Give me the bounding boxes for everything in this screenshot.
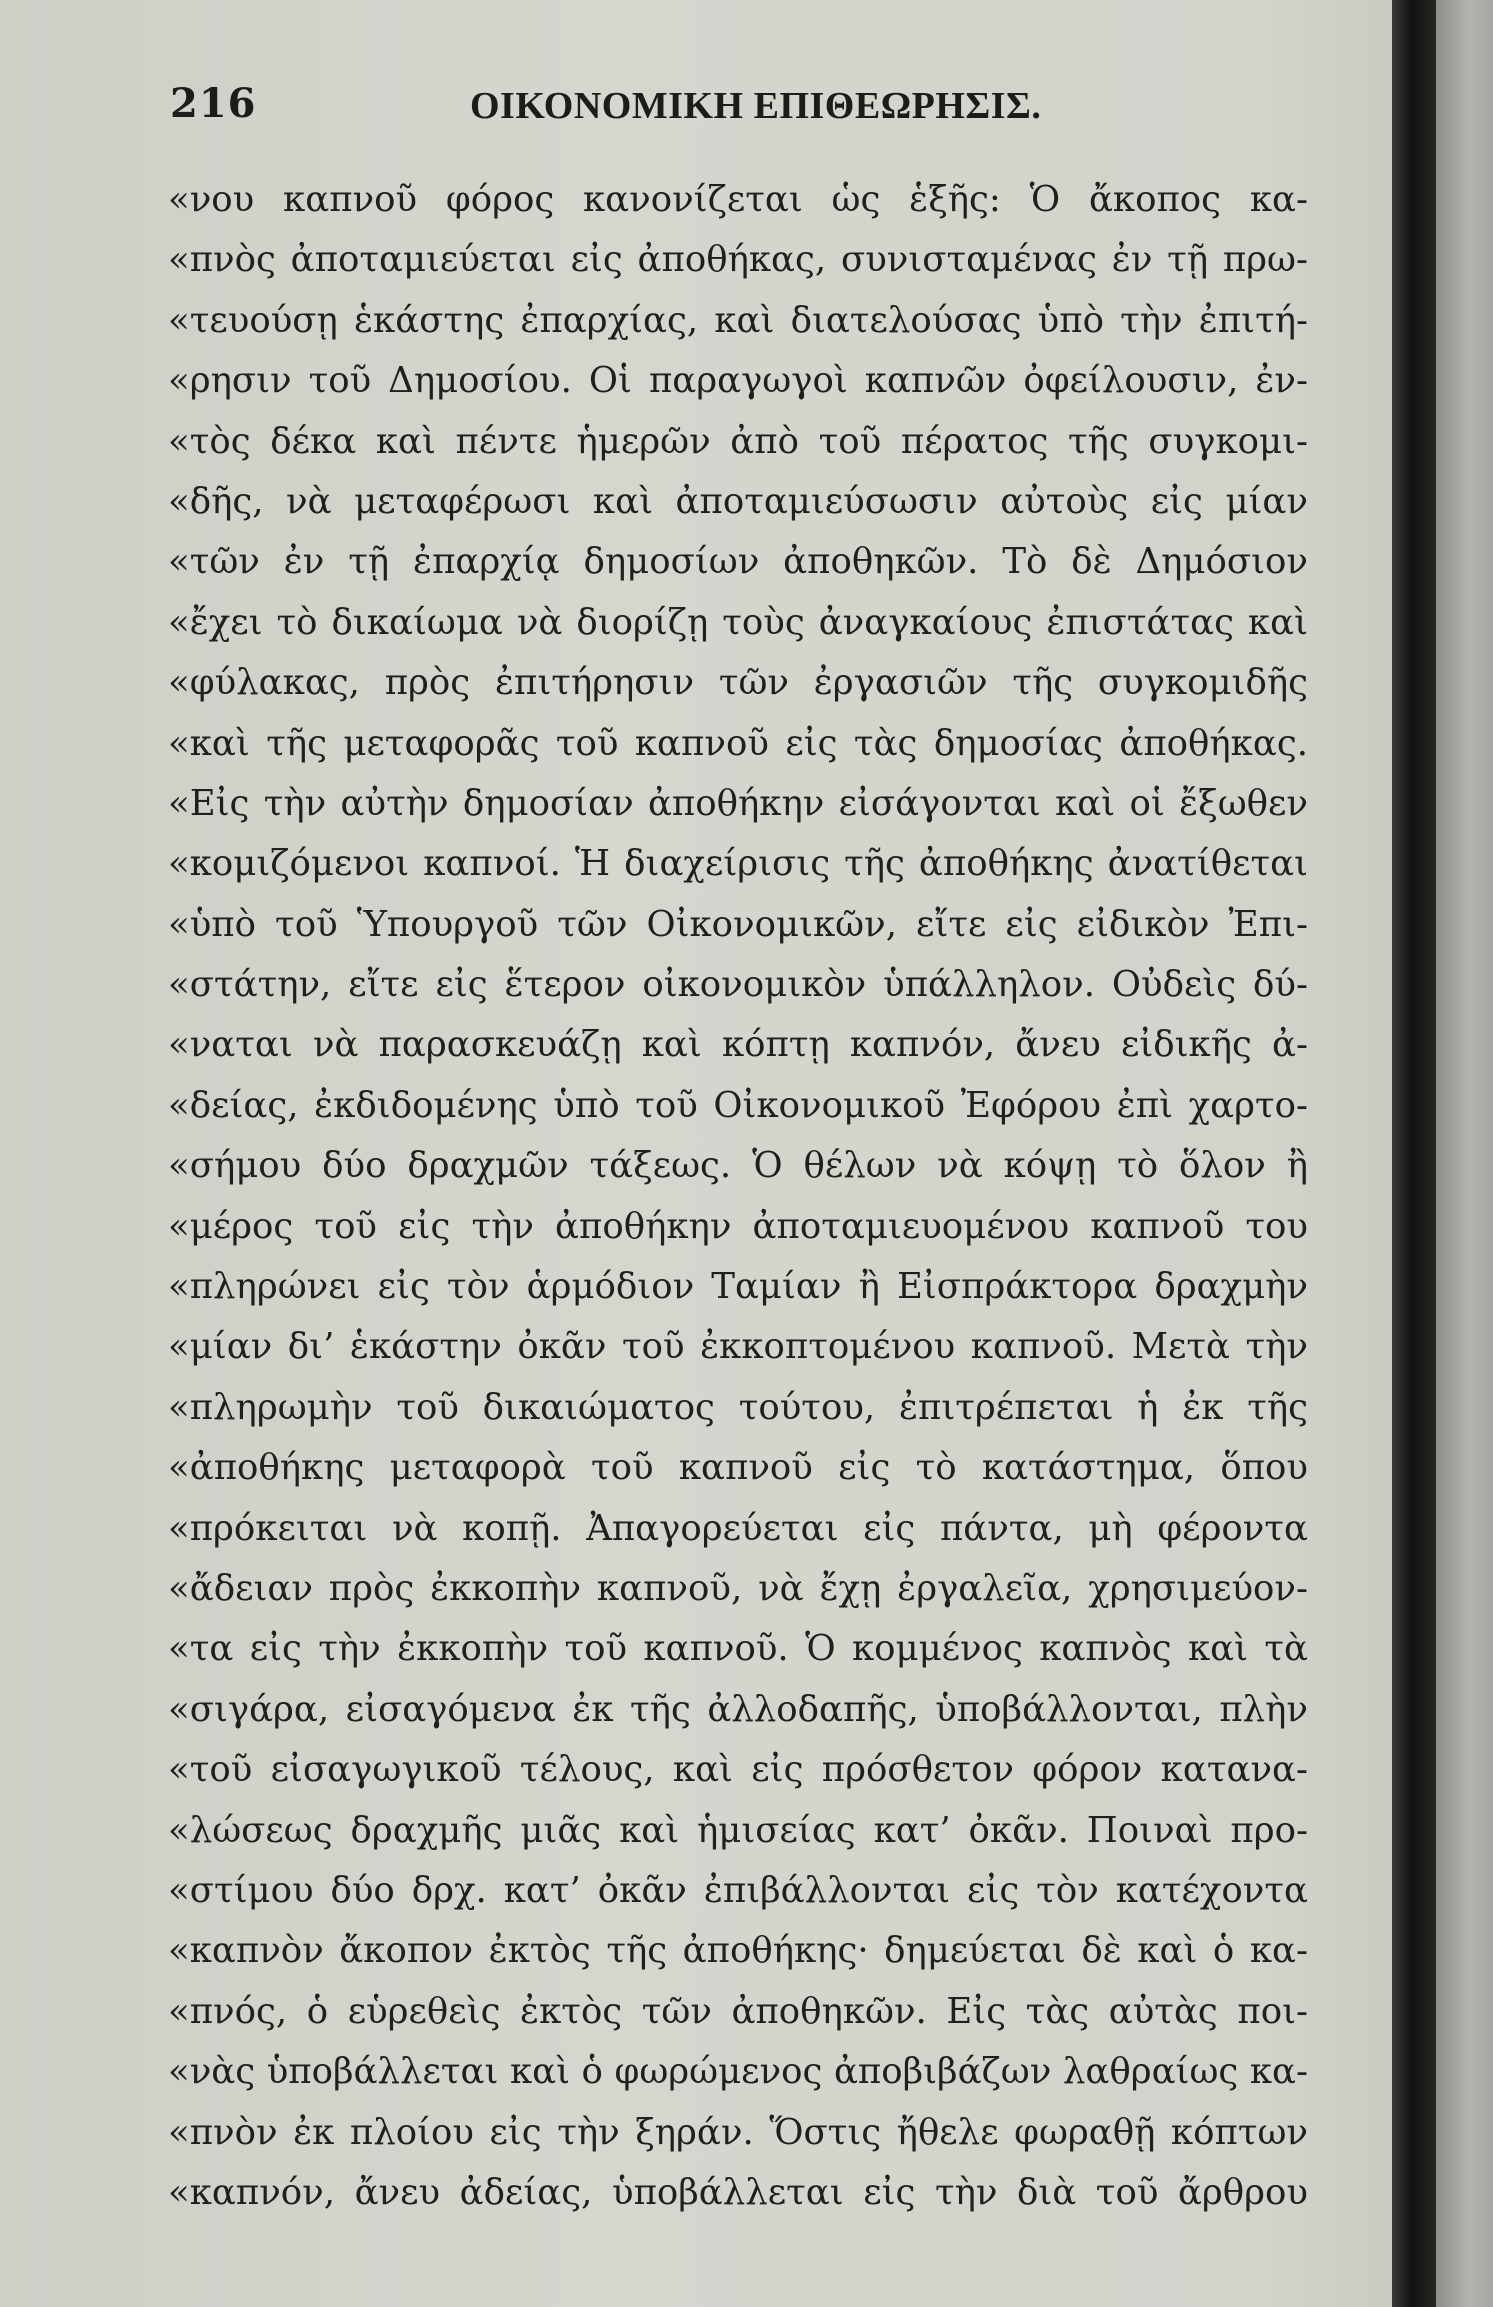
text-line: «δῆς, νὰ μεταφέρωσι καὶ ἀποταμιεύσωσιν αὐτοὺς εἰς μίαν [168, 480, 1308, 522]
text-line: «τα εἰς τὴν ἐκκοπὴν τοῦ καπνοῦ. Ὁ κομμένος καπνὸς καὶ τὰ [168, 1628, 1308, 1670]
text-line: «ἔχει τὸ δικαίωμα νὰ διορίζῃ τοὺς ἀναγκαίους ἐπιστάτας καὶ [168, 601, 1308, 643]
text-line: «λώσεως δραχμῆς μιᾶς καὶ ἡμισείας κατ’ ὀκᾶν. Ποιναὶ προ- [168, 1809, 1308, 1851]
text-line: «στάτην, εἴτε εἰς ἕτερον οἰκονομικὸν ὑπάλληλον. Οὐδεὶς δύ- [168, 964, 1308, 1006]
text-line: «τευούσῃ ἑκάστης ἐπαρχίας, καὶ διατελούσας ὑπὸ τὴν ἐπιτή- [168, 299, 1308, 341]
text-line: «πνὸν ἐκ πλοίου εἰς τὴν ξηράν. Ὅστις ἤθελε φωραθῇ κόπτων [168, 2111, 1308, 2153]
text-line: «τὸς δέκα καὶ πέντε ἡμερῶν ἀπὸ τοῦ πέρατος τῆς συγκομι- [168, 420, 1308, 462]
text-line: «κομιζόμενοι καπνοί. Ἡ διαχείρισις τῆς ἀποθήκης ἀνατίθεται [168, 843, 1308, 885]
text-line: «καπνὸν ἄκοπον ἐκτὸς τῆς ἀποθήκης· δημεύεται δὲ καὶ ὁ κα- [168, 1930, 1308, 1972]
text-line: «σήμου δύο δραχμῶν τάξεως. Ὁ θέλων νὰ κόψῃ τὸ ὅλον ἢ [168, 1145, 1308, 1187]
text-line: «τοῦ εἰσαγωγικοῦ τέλους, καὶ εἰς πρόσθετον φόρον κατανα- [168, 1749, 1308, 1791]
next-page-edge [1436, 0, 1493, 2307]
text-line: «πνὸς ἀποταμιεύεται εἰς ἀποθήκας, συνισταμένας ἐν τῇ πρω- [168, 239, 1308, 281]
text-line: «φύλακας, πρὸς ἐπιτήρησιν τῶν ἐργασιῶν τῆς συγκομιδῆς [168, 662, 1308, 704]
binding-gutter-shadow [1392, 0, 1436, 2307]
text-line: «μέρος τοῦ εἰς τὴν ἀποθήκην ἀποταμιευομένου καπνοῦ του [168, 1205, 1308, 1247]
body-text [168, 170, 1308, 2223]
text-line: «καπνόν, ἄνευ ἀδείας, ὑποβάλλεται εἰς τὴν διὰ τοῦ ἄρθρου [168, 2171, 1308, 2213]
journal-title: ΟΙΚΟΝΟΜΙΚΗ ΕΠΙΘΕΩΡΗΣΙΣ. [470, 85, 1042, 127]
text-line: «νου καπνοῦ φόρος κανονίζεται ὡς ἑξῆς: Ὁ ἄκοπος κα- [168, 179, 1308, 220]
text-line: «τῶν ἐν τῇ ἐπαρχίᾳ δημοσίων ἀποθηκῶν. Τὸ δὲ Δημόσιον [168, 541, 1308, 583]
text-line: «πληρωμὴν τοῦ δικαιώματος τούτου, ἐπιτρέπεται ἡ ἐκ τῆς [168, 1386, 1308, 1428]
text-line: «ἀποθήκης μεταφορὰ τοῦ καπνοῦ εἰς τὸ κατάστημα, ὅπου [168, 1447, 1308, 1489]
text-line: «ναται νὰ παρασκευάζῃ καὶ κόπτῃ καπνόν, ἄνευ εἰδικῆς ἀ- [168, 1024, 1308, 1066]
running-head [170, 80, 1310, 140]
text-line: «ἄδειαν πρὸς ἐκκοπὴν καπνοῦ, νὰ ἔχῃ ἐργαλεῖα, χρησιμεύον- [168, 1567, 1308, 1609]
text-line: «Εἰς τὴν αὐτὴν δημοσίαν ἀποθήκην εἰσάγονται καὶ οἱ ἔξωθεν [168, 782, 1308, 824]
text-line: «καὶ τῆς μεταφορᾶς τοῦ καπνοῦ εἰς τὰς δημοσίας ἀποθήκας. [168, 722, 1308, 764]
text-line: «ὑπὸ τοῦ Ὑπουργοῦ τῶν Οἰκονομικῶν, εἴτε εἰς εἰδικὸν Ἐπι- [168, 903, 1308, 945]
text-line: «μίαν δι’ ἑκάστην ὀκᾶν τοῦ ἐκκοπτομένου καπνοῦ. Μετὰ τὴν [168, 1326, 1308, 1368]
text-line: «δείας, ἐκδιδομένης ὑπὸ τοῦ Οἰκονομικοῦ Ἐφόρου ἐπὶ χαρτο- [168, 1084, 1308, 1126]
text-line: «πνός, ὁ εὑρεθεὶς ἐκτὸς τῶν ἀποθηκῶν. Εἰς τὰς αὐτὰς ποι- [168, 1990, 1308, 2032]
text-line: «νὰς ὑποβάλλεται καὶ ὁ φωρώμενος ἀποβιβάζων λαθραίως κα- [168, 2051, 1308, 2093]
text-line: «πληρώνει εἰς τὸν ἁρμόδιον Ταμίαν ἢ Εἰσπράκτορα δραχμὴν [168, 1266, 1308, 1308]
text-line: «σιγάρα, εἰσαγόμενα ἐκ τῆς ἀλλοδαπῆς, ὑποβάλλονται, πλὴν [168, 1688, 1308, 1730]
text-line: «πρόκειται νὰ κοπῇ. Ἀπαγορεύεται εἰς πάντα, μὴ φέροντα [168, 1507, 1308, 1549]
text-line: «στίμου δύο δρχ. κατ’ ὀκᾶν ἐπιβάλλονται εἰς τὸν κατέχοντα [168, 1869, 1308, 1911]
page-number: 216 [170, 80, 257, 127]
text-line: «ρησιν τοῦ Δημοσίου. Οἱ παραγωγοὶ καπνῶν ὀφείλουσιν, ἐν- [168, 360, 1308, 402]
